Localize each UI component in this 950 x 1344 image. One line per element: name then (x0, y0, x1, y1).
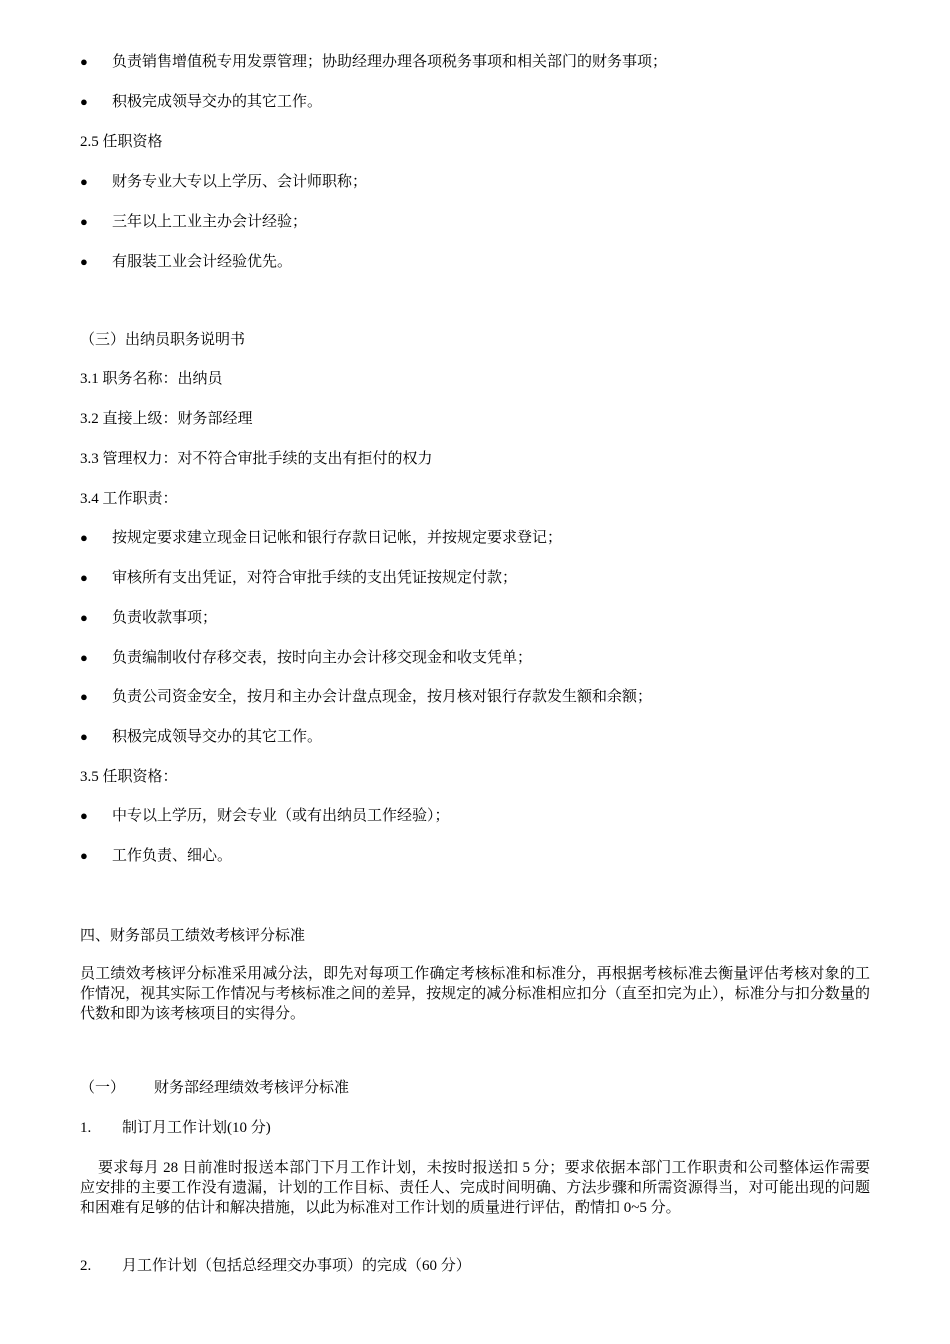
numbered-item (80, 1118, 271, 1138)
list-item-text: 有服装工业会计经验优先。 (112, 254, 293, 270)
list-item (80, 92, 322, 112)
bullet-icon: ● (80, 174, 88, 189)
item-description: 要求每月 28 日前准时报送本部门下月工作计划，未按时报送扣 5 分；要求依据本部门工作职责和公司整体运作需要应安排的主要工作没有遗漏，计划的工作目标、责任人、完成时间明确、方法步骤和所需资源得当，对可能出现的问题和困难有足够的估计和解决措施，以此为标准对工作计划的质量进行评估，酌情扣 0~5 分。 (80, 1160, 870, 1216)
section-heading: 四、财务部员工绩效考核评分标准 (80, 928, 306, 944)
bullet-icon: ● (80, 808, 88, 823)
bullet-icon: ● (80, 214, 88, 229)
list-item-text: 积极完成领导交办的其它工作。 (112, 729, 323, 745)
intro-paragraph: 员工绩效考核评分标准采用减分法，即先对每项工作确定考核标准和标准分，再根据考核标准去衡量评估考核对象的工作情况，视其实际工作情况与考核标准之间的差异，按规定的减分标准相应扣分（直至扣完为止），标准分与扣分数量的代数和即为该考核项目的实得分。 (80, 966, 870, 1022)
list-item (80, 806, 450, 826)
item-title: 月工作计划（包括总经理交办事项）的完成（60 分） (122, 1258, 471, 1274)
bullet-icon: ● (80, 530, 88, 545)
list-item (80, 727, 322, 747)
job-name: 3.1 职务名称：出纳员 (80, 371, 223, 387)
list-item (80, 172, 367, 192)
numbered-item (80, 1256, 471, 1276)
item-number: 1. (80, 1120, 92, 1136)
list-item (80, 528, 562, 548)
list-item-text: 审核所有支出凭证，对符合审批手续的支出凭证按规定付款； (112, 570, 518, 586)
bullet-icon: ● (80, 254, 88, 269)
list-item (80, 648, 532, 668)
subsection-title: 财务部经理绩效考核评分标准 (154, 1080, 350, 1096)
bullet-icon: ● (80, 54, 88, 69)
bullet-icon: ● (80, 570, 88, 585)
job-superior: 3.2 直接上级：财务部经理 (80, 411, 253, 427)
subsection-heading (80, 1078, 349, 1098)
list-item-text: 负责收款事项； (112, 610, 218, 626)
item-title: 制订月工作计划(10 分) (122, 1120, 271, 1136)
list-item (80, 687, 652, 707)
list-item-text: 积极完成领导交办的其它工作。 (112, 94, 323, 110)
bullet-icon: ● (80, 848, 88, 863)
bullet-icon: ● (80, 94, 88, 109)
list-item-text: 负责编制收付存移交表，按时向主办会计移交现金和收支凭单； (112, 650, 533, 666)
bullet-icon: ● (80, 610, 88, 625)
bullet-icon: ● (80, 650, 88, 665)
qual-heading: 3.5 任职资格： (80, 769, 178, 785)
list-item-text: 按规定要求建立现金日记帐和银行存款日记帐，并按规定要求登记； (112, 530, 563, 546)
section-heading: 2.5 任职资格 (80, 134, 163, 150)
subsection-label: （一） (80, 1080, 126, 1096)
list-item-text: 财务专业大专以上学历、会计师职称； (112, 174, 368, 190)
section-title: （三）出纳员职务说明书 (80, 332, 246, 348)
item-number: 2. (80, 1258, 92, 1274)
list-item (80, 52, 667, 72)
list-item-text: 负责公司资金安全，按月和主办会计盘点现金，按月核对银行存款发生额和余额； (112, 689, 653, 705)
list-item (80, 568, 517, 588)
list-item-text: 中专以上学历，财会专业（或有出纳员工作经验）； (112, 808, 450, 824)
list-item-text: 工作负责、细心。 (112, 848, 233, 864)
list-item-text: 三年以上工业主办会计经验； (112, 214, 308, 230)
list-item (80, 846, 232, 866)
job-authority: 3.3 管理权力：对不符合审批手续的支出有拒付的权力 (80, 451, 433, 467)
duties-heading: 3.4 工作职责： (80, 491, 178, 507)
list-item (80, 252, 292, 272)
list-item (80, 608, 217, 628)
bullet-icon: ● (80, 729, 88, 744)
bullet-icon: ● (80, 689, 88, 704)
list-item-text: 负责销售增值税专用发票管理；协助经理办理各项税务事项和相关部门的财务事项； (112, 54, 668, 70)
list-item (80, 212, 307, 232)
